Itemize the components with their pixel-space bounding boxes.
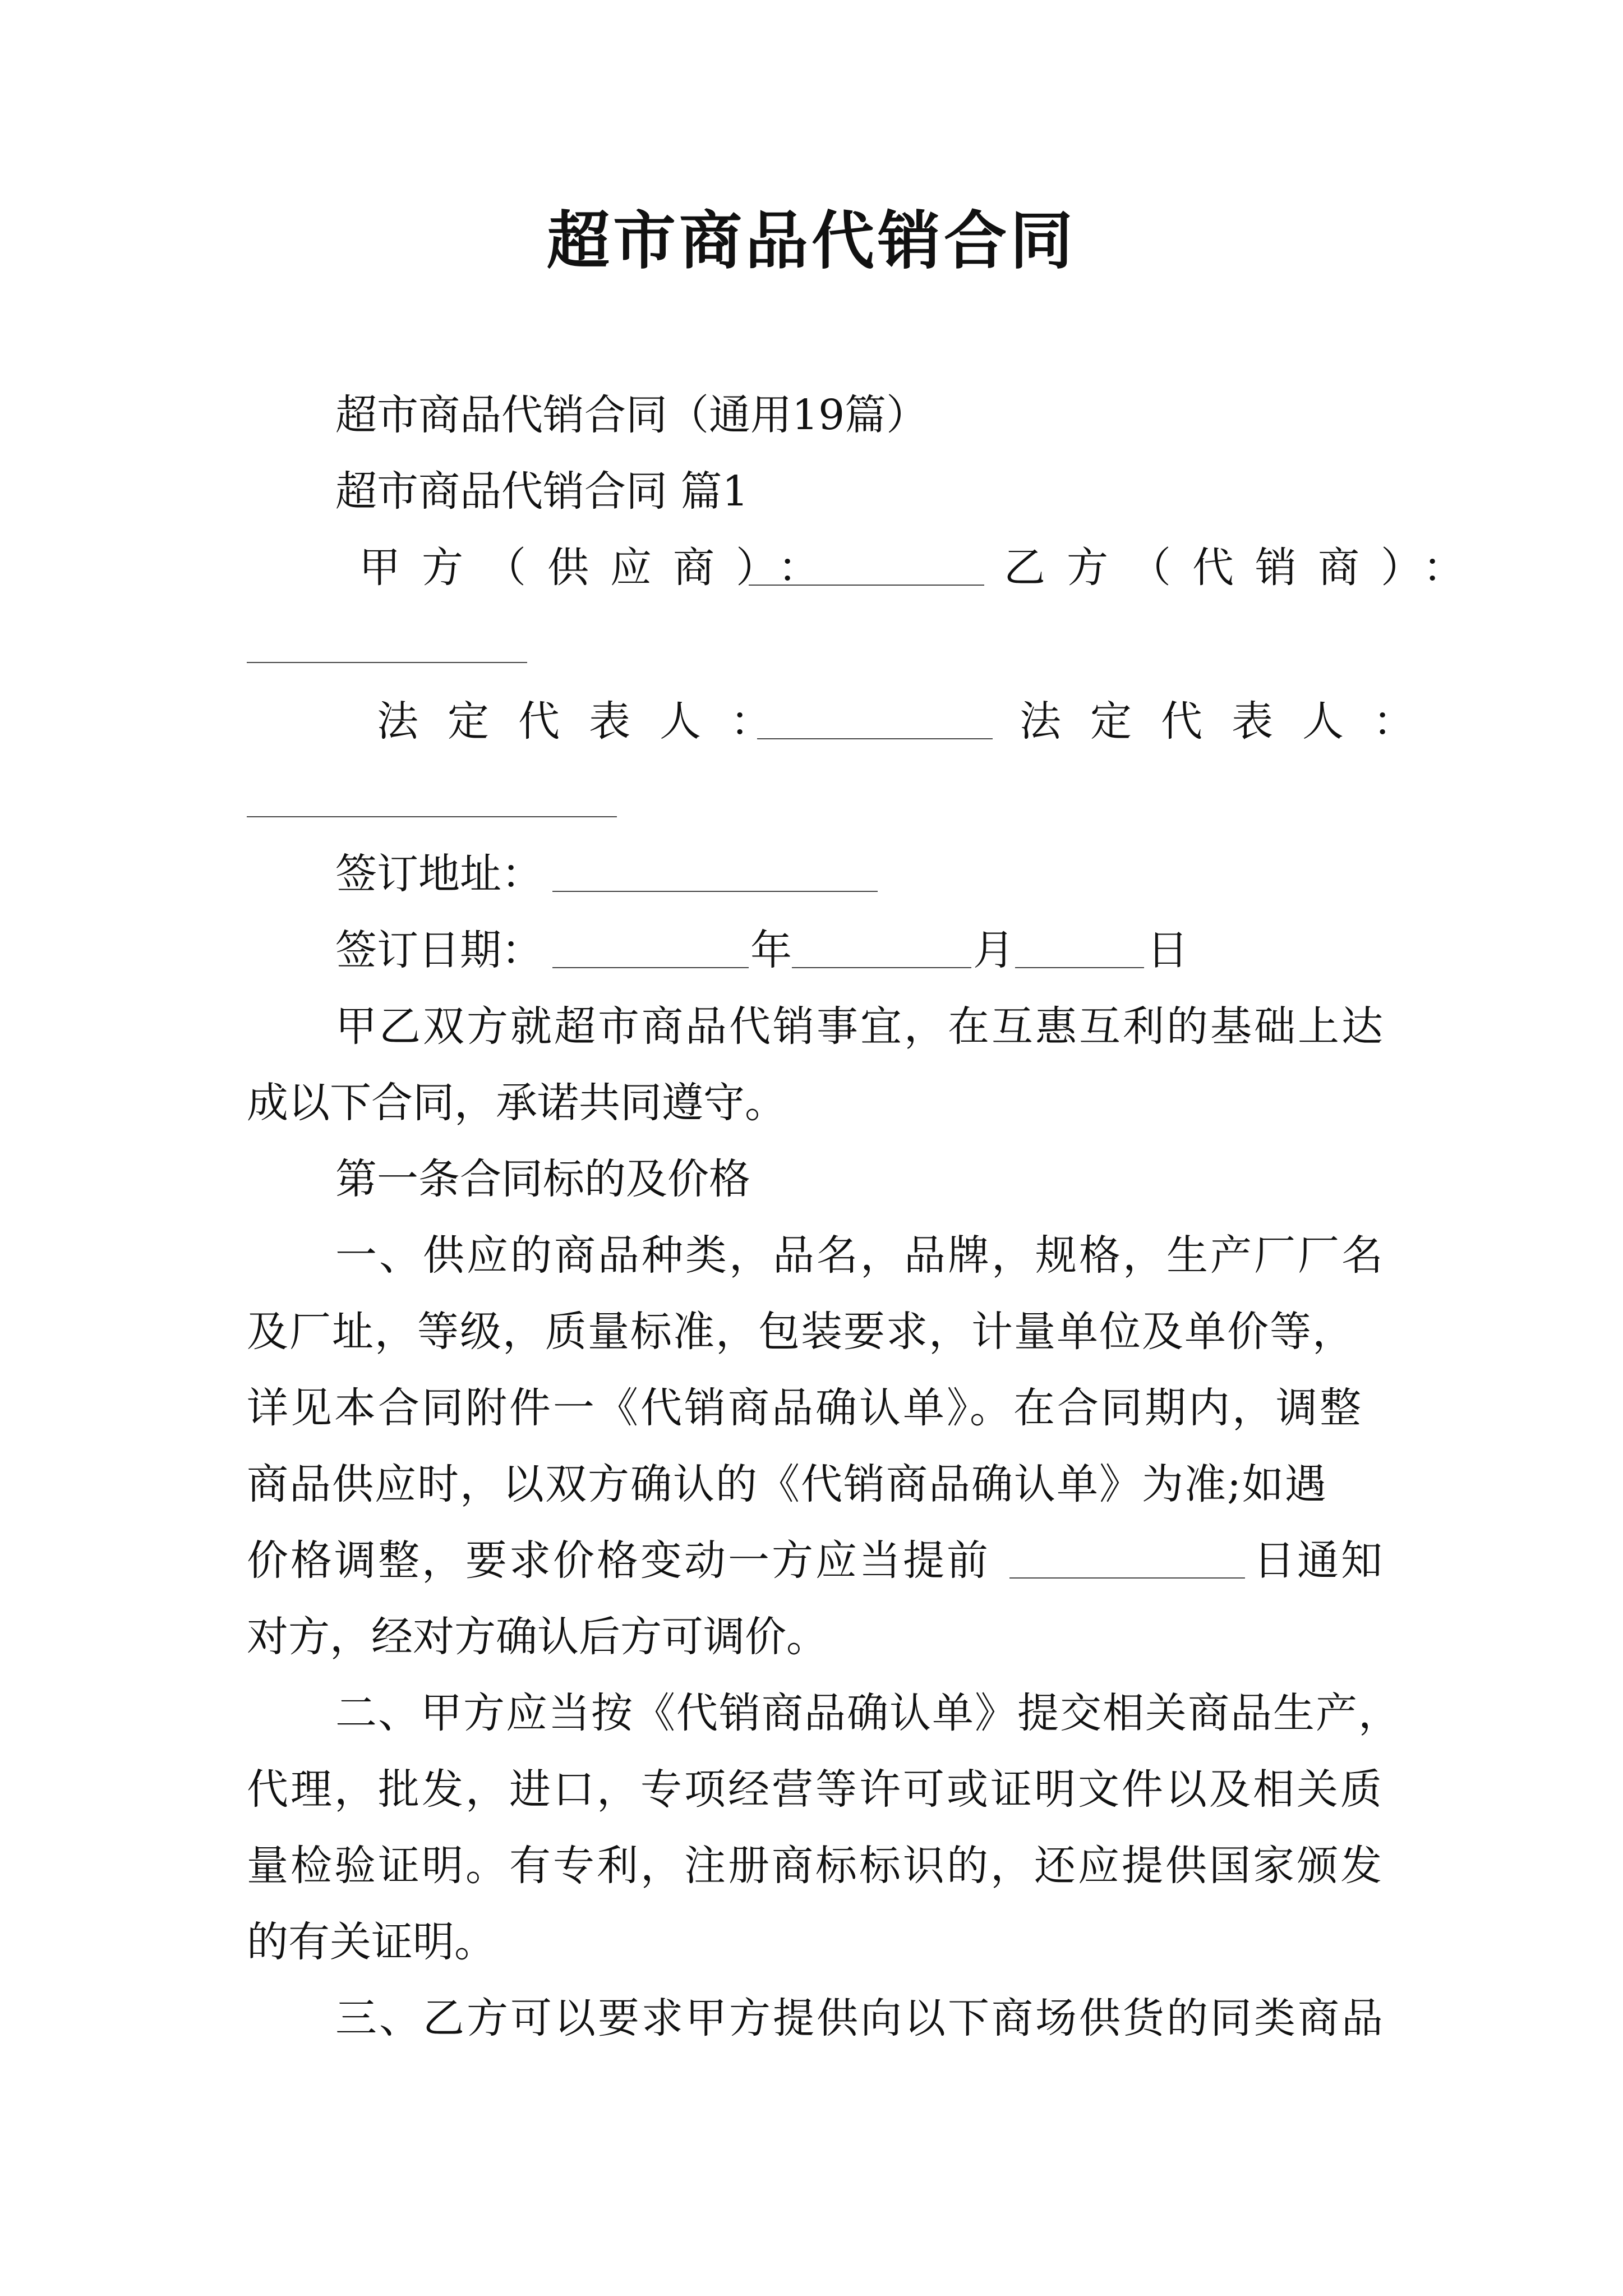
clause-1-line-5a: 价格调整，要求价格变动一方应当提前 bbox=[247, 1536, 990, 1585]
sign-date-year: 年 bbox=[750, 926, 792, 974]
clause-2-line: 的有关证明。 bbox=[247, 1918, 496, 1966]
clause-2-line: 二、甲方应当按《代销商品确认单》提交相关商品生产， bbox=[335, 1689, 1401, 1737]
party-a-blank bbox=[749, 585, 984, 586]
legal-rep-a-blank bbox=[757, 738, 993, 739]
clause-1-line-6: 对方，经对方确认后方可调价。 bbox=[247, 1613, 828, 1661]
clause-2-line: 量检验证明。有专利，注册商标标识的，还应提供国家颁发 bbox=[247, 1842, 1384, 1890]
notice-days-blank bbox=[1009, 1577, 1245, 1579]
party-b-blank bbox=[247, 662, 527, 663]
party-b-label: 乙方（代销商）： bbox=[1004, 544, 1486, 592]
party-a-label: 甲方（供应商）： bbox=[359, 544, 841, 592]
sign-date-label: 签订日期： bbox=[335, 926, 543, 974]
legal-rep-b-blank bbox=[247, 816, 617, 817]
clause-2-line: 代理，批发，进口，专项经营等许可或证明文件以及相关质 bbox=[247, 1765, 1384, 1814]
legal-rep-a-label: 法定代表人： bbox=[377, 697, 801, 746]
sign-date-year-blank bbox=[552, 967, 749, 968]
article-1-heading: 第一条合同标的及价格 bbox=[335, 1155, 750, 1203]
clause-1-line: 商品供应时，以双方确认的《代销商品确认单》为准;如遇 bbox=[247, 1460, 1327, 1508]
legal-rep-b-label: 法定代表人： bbox=[1020, 697, 1444, 746]
intro-line-2: 成以下合同，承诺共同遵守。 bbox=[247, 1079, 786, 1127]
clause-3-line-1: 三、乙方可以要求甲方提供向以下商场供货的同类商品 bbox=[335, 1994, 1385, 2042]
document-title: 超市商品代销合同 bbox=[547, 204, 1076, 278]
clause-1-line-5b: 日通知 bbox=[1253, 1536, 1385, 1585]
sign-date-month-blank bbox=[792, 967, 971, 968]
sign-address-blank bbox=[552, 891, 878, 892]
section-heading: 超市商品代销合同 篇1 bbox=[335, 467, 749, 516]
sign-date-month: 月 bbox=[973, 926, 1015, 974]
clause-1-line: 详见本合同附件一《代销商品确认单》。在合同期内，调整 bbox=[247, 1384, 1363, 1432]
sign-date-day: 日 bbox=[1147, 926, 1188, 974]
sign-date-day-blank bbox=[1015, 967, 1144, 968]
sign-address-label: 签订地址： bbox=[335, 850, 543, 898]
clause-1-line: 一、供应的商品种类，品名，品牌，规格，生产厂厂名 bbox=[335, 1231, 1385, 1280]
clause-1-line: 及厂址，等级，质量标准，包装要求，计量单位及单价等， bbox=[247, 1308, 1355, 1356]
intro-line-1: 甲乙双方就超市商品代销事宜，在互惠互利的基础上达 bbox=[335, 1002, 1385, 1051]
document-subtitle: 超市商品代销合同（通用19篇） bbox=[335, 391, 928, 439]
